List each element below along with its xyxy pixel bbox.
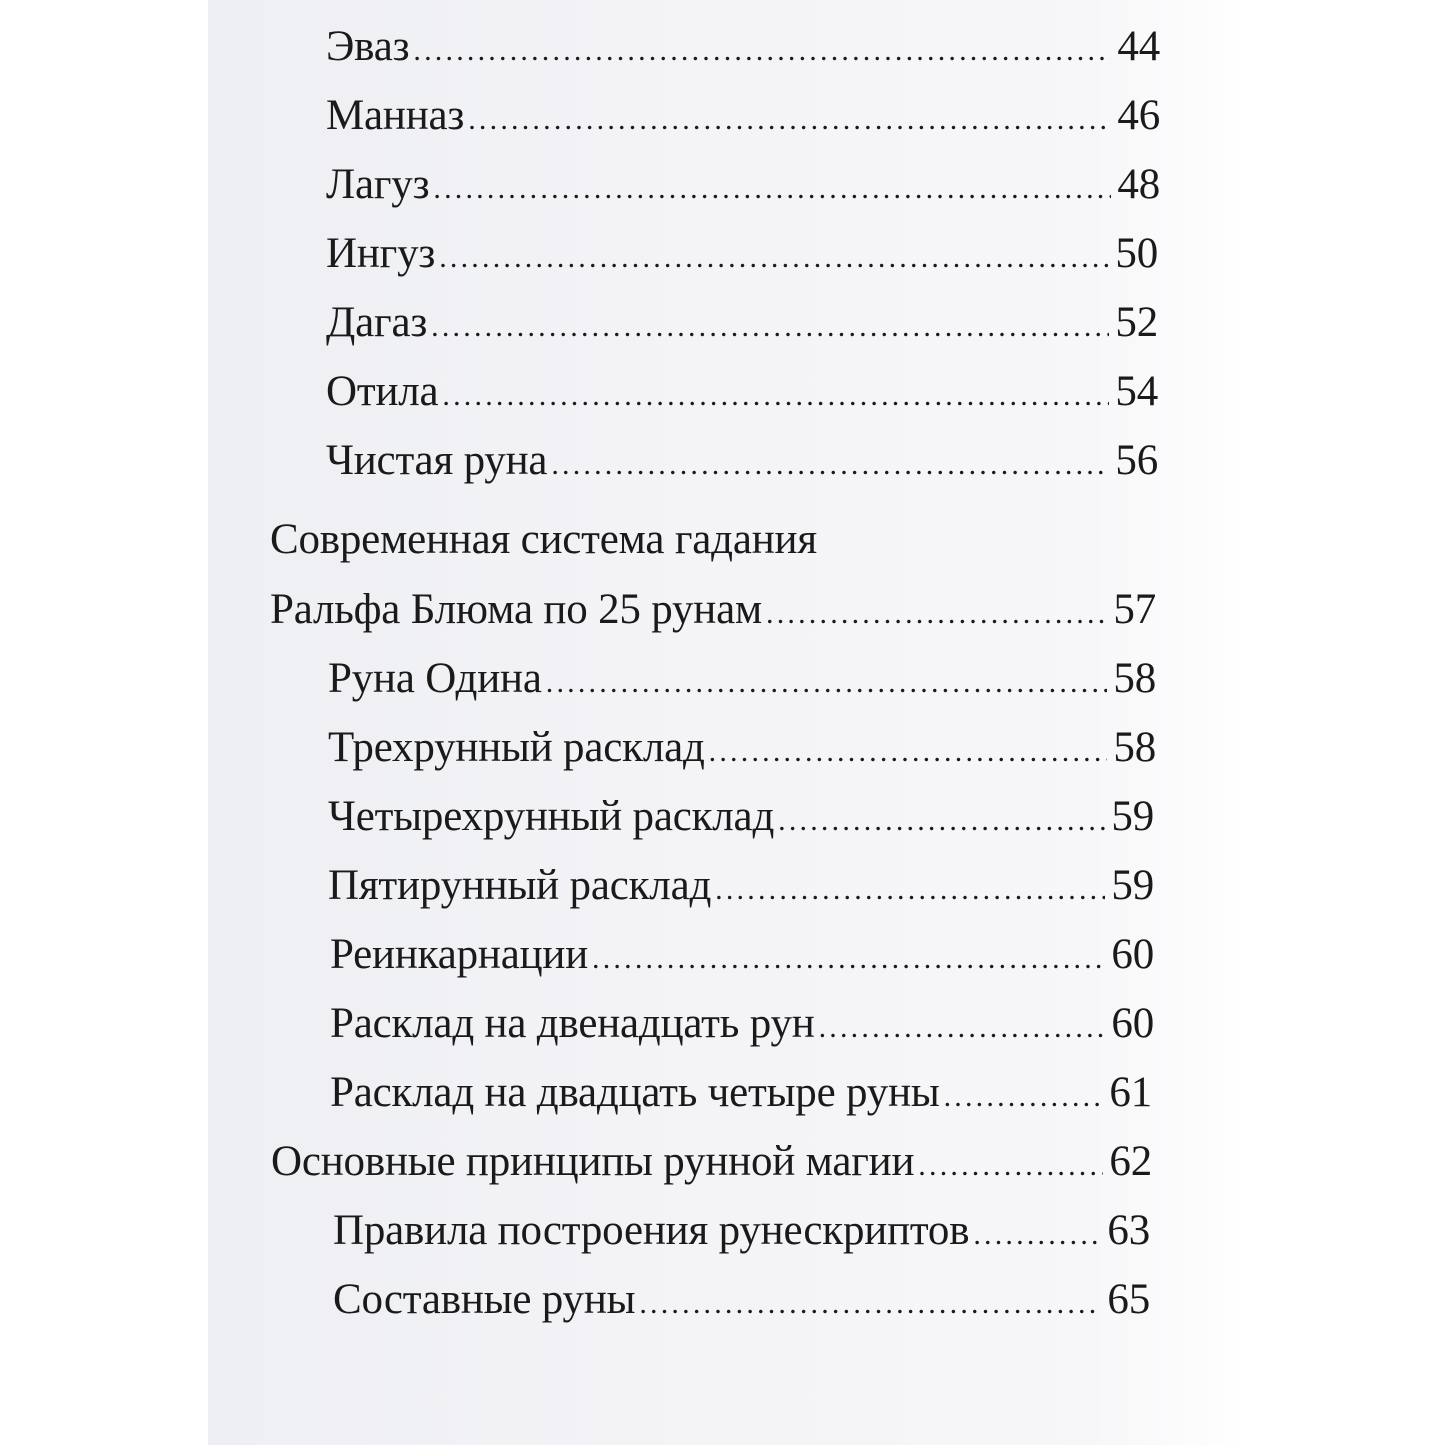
dot-leader <box>944 1080 1104 1114</box>
toc-entry-page: 57 <box>1113 586 1156 633</box>
toc-entry-title: Составные руны <box>333 1276 636 1323</box>
dot-leader <box>973 1218 1101 1252</box>
toc-entry-page: 59 <box>1111 862 1154 909</box>
toc-entry-title: Руна Одина <box>328 655 542 702</box>
toc-entry-title: Эваз <box>326 23 410 70</box>
toc-entry-blank-rune <box>326 436 1158 496</box>
toc-section-heading <box>270 515 1158 575</box>
toc-entry-title: Чистая руна <box>326 437 548 484</box>
toc-entry-page: 62 <box>1109 1138 1152 1185</box>
toc-entry-rune-magic-principles <box>271 1137 1152 1197</box>
dot-leader <box>709 735 1108 769</box>
toc-entry-page: 60 <box>1111 1000 1154 1047</box>
toc-entry-page: 63 <box>1107 1207 1150 1254</box>
toc-entry-page: 58 <box>1113 655 1156 702</box>
toc-entry-title: Четырехрунный расклад <box>328 793 775 840</box>
toc-entry-page: 48 <box>1117 161 1160 208</box>
toc-entry-page: 56 <box>1115 437 1158 484</box>
toc-entry-page: 52 <box>1115 299 1158 346</box>
dot-leader <box>766 597 1107 631</box>
toc-entry-title: Ингуз <box>326 230 436 277</box>
toc-entry-title: Лагуз <box>326 161 430 208</box>
toc-entry-inguz <box>326 229 1158 289</box>
toc-entry-page: 54 <box>1115 368 1158 415</box>
dot-leader <box>819 1011 1106 1045</box>
toc-entry-title: Реинкарнации <box>330 931 589 978</box>
toc-entry-five-rune-spread <box>328 861 1154 921</box>
toc-entry-otila <box>326 367 1158 427</box>
toc-entry-twenty-four-rune-spread <box>330 1068 1152 1128</box>
toc-entry-title: Расклад на двенадцать рун <box>330 1000 815 1047</box>
toc-entry-title: Дагаз <box>326 299 428 346</box>
toc-entry-twelve-rune-spread <box>330 999 1154 1059</box>
toc-entry-title: Ральфа Блюма по 25 рунам <box>270 586 762 633</box>
toc-entry-page: 50 <box>1115 230 1158 277</box>
toc-entry-odin-rune <box>328 654 1156 714</box>
dot-leader <box>439 241 1109 275</box>
toc-entry-dagaz <box>326 298 1158 358</box>
dot-leader <box>592 942 1105 976</box>
toc-entry-title: Современная система гадания <box>270 516 817 563</box>
toc-entry-page: 59 <box>1111 793 1154 840</box>
toc-entry-title: Основные принципы рунной магии <box>271 1138 915 1185</box>
toc-entry-ralph-blum <box>270 585 1156 645</box>
toc-entry-runescript-rules <box>333 1206 1150 1266</box>
dot-leader <box>413 34 1111 68</box>
toc-entry-page: 58 <box>1113 724 1156 771</box>
toc-entry-title: Правила построения рунескриптов <box>333 1207 970 1254</box>
toc-entry-title: Отила <box>326 368 439 415</box>
dot-leader <box>639 1287 1101 1321</box>
dot-leader <box>546 666 1108 700</box>
toc-entry-page: 60 <box>1111 931 1154 978</box>
toc-entry-four-rune-spread <box>328 792 1154 852</box>
toc-entry-title: Расклад на двадцать четыре руны <box>330 1069 940 1116</box>
toc-entry-title: Манназ <box>326 92 465 139</box>
toc-entry-page: 44 <box>1117 23 1160 70</box>
toc-entry-three-rune-spread <box>328 723 1156 783</box>
dot-leader <box>918 1149 1103 1183</box>
toc-entry-title: Трехрунный расклад <box>328 724 705 771</box>
toc-entry-laguz <box>326 160 1160 220</box>
toc-entry-page: 65 <box>1107 1276 1150 1323</box>
toc-entry-reincarnations <box>330 930 1154 990</box>
dot-leader <box>468 103 1111 137</box>
dot-leader <box>551 448 1109 482</box>
dot-leader <box>715 873 1105 907</box>
dot-leader <box>778 804 1105 838</box>
toc-entry-mannaz <box>326 91 1160 151</box>
toc-entry-title: Пятирунный расклад <box>328 862 712 909</box>
dot-leader <box>442 379 1109 413</box>
toc-entry-bind-runes <box>333 1275 1150 1335</box>
dot-leader <box>433 172 1111 206</box>
toc-entry-page: 61 <box>1109 1069 1152 1116</box>
toc-entry-evaz <box>326 22 1160 82</box>
dot-leader <box>431 310 1109 344</box>
toc-entry-page: 46 <box>1117 92 1160 139</box>
